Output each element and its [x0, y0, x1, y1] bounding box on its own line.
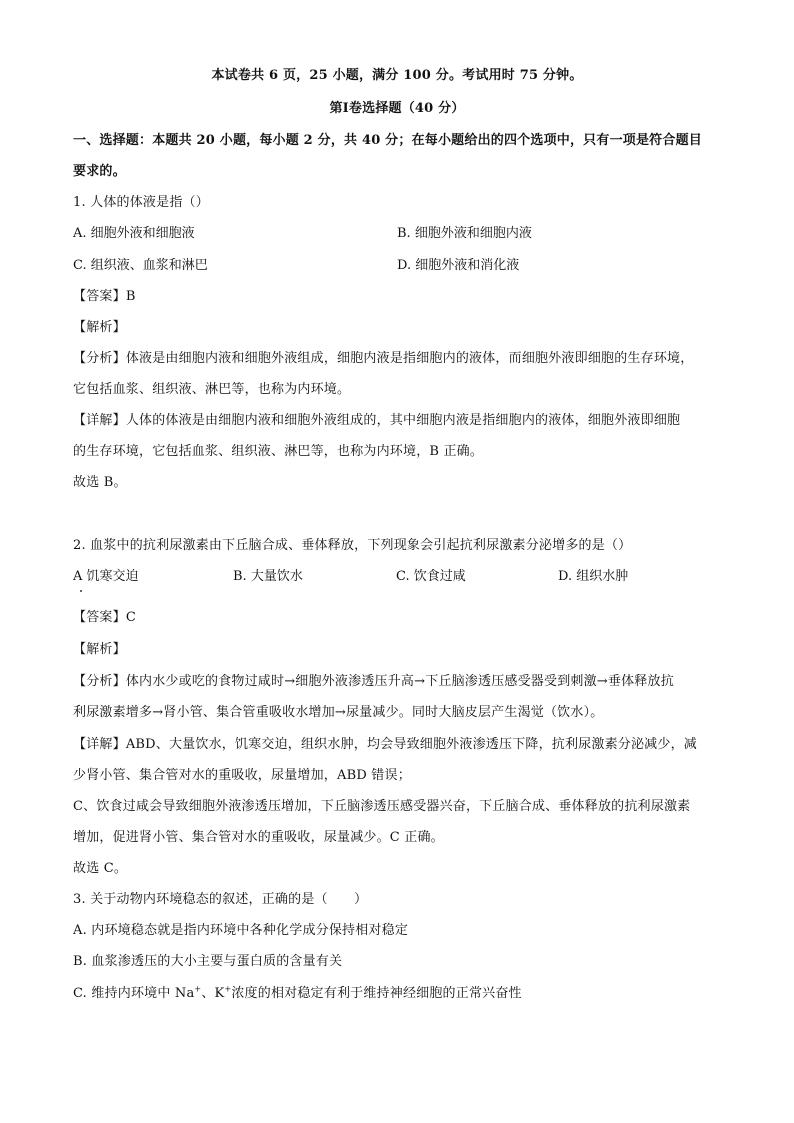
q2-xiangjie-line-2: 少肾小管、集合管对水的重吸收，尿量增加，ABD 错误；: [73, 768, 411, 783]
q1-xiangjie-line-1: [73, 412, 680, 430]
stray-mark: [80, 590, 82, 592]
q1-stem: 1. 人体的体液是指（）: [73, 195, 209, 210]
q2-xiangjie-label: 【详解】: [73, 737, 126, 752]
q2-option-d: D. 组织水肿: [558, 569, 629, 584]
q1-answer: [73, 288, 136, 306]
q2-fenxi-text-1: 体内水少或吃的食物过咸时→细胞外液渗透压升高→下丘脑渗透压感受器受到刺激→垂体释放抗: [125, 674, 674, 689]
q3-option-c-post: 浓度的相对稳定有利于维持神经细胞的正常兴奋性: [231, 986, 522, 1001]
q3-option-c-sup-k: +: [224, 984, 232, 994]
q1-xiangjie-line-2: 的生存环境，它包括血浆、组织液、淋巴等，也称为内环境，B 正确。: [73, 444, 484, 459]
q2-fenxi-label: 【分析】: [73, 674, 126, 689]
q1-xiangjie-label: 【详解】: [73, 413, 126, 428]
q2-stem: 2. 血浆中的抗利尿激素由下丘脑合成、垂体释放，下列现象会引起抗利尿激素分泌增多的是（）: [73, 538, 632, 553]
q1-answer-label: 【答案】: [73, 289, 126, 304]
q2-xiangjie-line-4: 增加，促进肾小管、集合管对水的重吸收，尿量减少。C 正确。: [73, 830, 444, 845]
instructions-line-1: 一、选择题：本题共 20 小题，每小题 2 分，共 40 分；在每小题给出的四个选项中，只有一项是符合题目: [73, 133, 702, 148]
q1-option-a: A. 细胞外液和细胞液: [73, 226, 195, 241]
q1-option-b: B. 细胞外液和细胞内液: [397, 226, 532, 241]
q1-option-c: C. 组织液、血浆和淋巴: [73, 258, 208, 273]
q2-answer: [73, 609, 136, 627]
q2-fenxi-line-1: [73, 673, 674, 691]
q1-option-d: D. 细胞外液和消化液: [397, 258, 520, 273]
q2-xiangjie-line-1: [73, 736, 697, 754]
q1-xiangjie-text-1: 人体的体液是由细胞内液和细胞外液组成的，其中细胞内液是指细胞内的液体，细胞外液即细胞: [125, 413, 681, 428]
q3-option-b: B. 血浆渗透压的大小主要与蛋白质的含量有关: [73, 954, 343, 969]
q2-conclusion: 故选 C。: [73, 861, 128, 876]
q3-stem: 3. 关于动物内环境稳态的叙述，正确的是（ ）: [73, 892, 368, 907]
q1-fenxi-label: 【分析】: [73, 351, 126, 366]
q2-xiangjie-line-3: C、饮食过咸会导致细胞外液渗透压增加，下丘脑渗透压感受器兴奋，下丘脑合成、垂体释放的抗利尿激素: [73, 799, 691, 814]
q3-option-c-mid: 、K: [201, 986, 225, 1001]
q1-conclusion: 故选 B。: [73, 475, 127, 490]
q1-analysis-label: 【解析】: [73, 320, 126, 335]
q2-fenxi-line-2: 利尿激素增多→肾小管、集合管重吸收水增加→尿量减少。同时大脑皮层产生渴觉（饮水）。: [73, 705, 604, 720]
q1-fenxi-line-2: 它包括血浆、组织液、淋巴等，也称为内环境。: [73, 382, 351, 397]
q2-analysis-label: 【解析】: [73, 642, 126, 657]
q3-option-c-pre: C. 维持内环境中 Na: [73, 986, 195, 1001]
q2-answer-value: C: [125, 610, 136, 625]
section-title: 第Ⅰ卷选择题（40 分）: [329, 101, 465, 116]
q3-option-c-sup-na: +: [194, 984, 202, 994]
q2-xiangjie-text-1: ABD、大量饮水，饥寒交迫，组织水肿，均会导致细胞外液渗透压下降，抗利尿激素分泌减少，减: [125, 737, 697, 752]
q2-option-b: B. 大量饮水: [233, 569, 303, 584]
q1-answer-value: B: [125, 289, 136, 304]
q2-option-c: C. 饮食过咸: [396, 569, 466, 584]
exam-info: 本试卷共 6 页，25 小题，满分 100 分。考试用时 75 分钟。: [211, 68, 583, 83]
q1-fenxi-line-1: [73, 350, 693, 368]
q3-option-c: [73, 985, 522, 1003]
q2-answer-label: 【答案】: [73, 610, 126, 625]
q1-fenxi-text-1: 体液是由细胞内液和细胞外液组成，细胞内液是指细胞内的液体，而细胞外液即细胞的生存环境，: [125, 351, 694, 366]
instructions-line-2: 要求的。: [73, 164, 126, 179]
q3-option-a: A. 内环境稳态就是指内环境中各种化学成分保持相对稳定: [73, 923, 409, 938]
q2-option-a: A 饥寒交迫: [73, 569, 139, 584]
